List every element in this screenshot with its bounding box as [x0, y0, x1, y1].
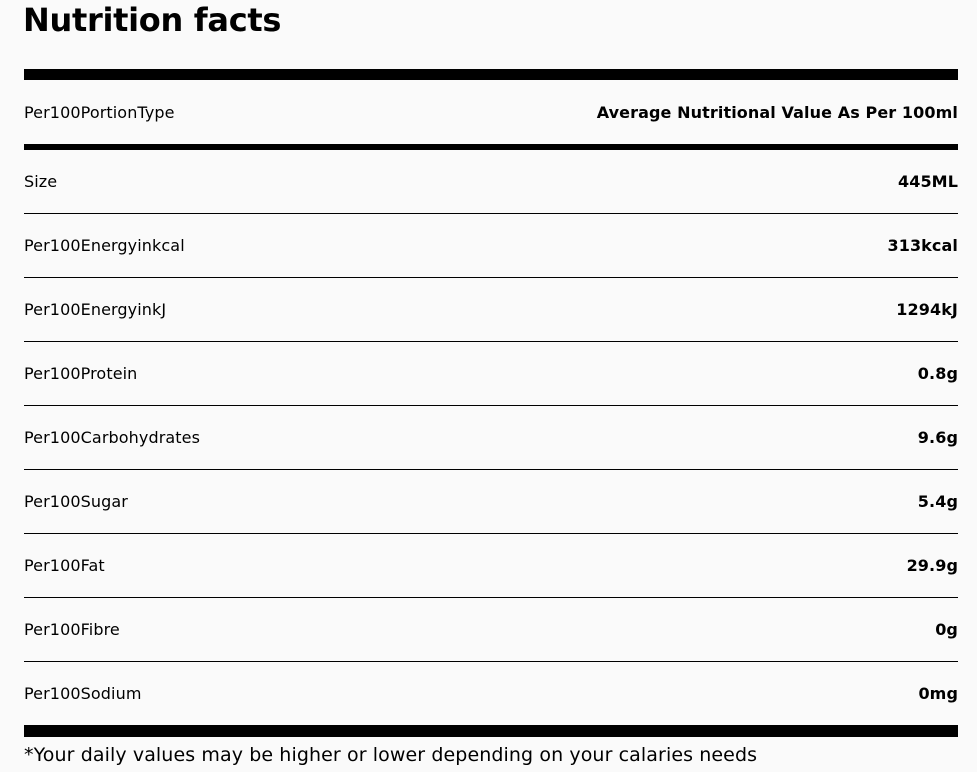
nutrient-label: Per100Fibre — [24, 620, 120, 639]
nutrient-label: Per100Energyinkcal — [24, 236, 185, 255]
nutrient-label: Per100Protein — [24, 364, 138, 383]
nutrition-table — [24, 69, 958, 767]
nutrient-value: 1294kJ — [896, 300, 958, 319]
nutrient-row-fibre — [24, 598, 958, 662]
nutrient-value: 5.4g — [917, 492, 958, 511]
nutrient-value: 0g — [935, 620, 958, 639]
daily-values-footnote: *Your daily values may be higher or lower depending on your calaries needs — [24, 744, 758, 766]
nutrient-value: 29.9g — [906, 556, 958, 575]
nutrient-row-energy-kcal — [24, 214, 958, 278]
nutrient-label: Per100Sodium — [24, 684, 142, 703]
nutrient-label: Size — [24, 172, 58, 191]
page-title: Nutrition facts — [23, 1, 282, 39]
bottom-divider — [24, 725, 958, 737]
portion-type-label: Per100PortionType — [24, 102, 175, 122]
nutrient-label: Per100Sugar — [24, 492, 128, 511]
nutrient-row-sugar — [24, 470, 958, 534]
nutrient-row-energy-kj — [24, 278, 958, 342]
portion-type-value: Average Nutritional Value As Per 100ml — [596, 102, 958, 122]
nutrient-label: Per100EnergyinkJ — [24, 300, 167, 319]
nutrient-row-carbohydrates — [24, 406, 958, 470]
nutrient-value: 0.8g — [917, 364, 958, 383]
nutrient-value: 445ML — [897, 172, 958, 191]
nutrient-row-size — [24, 150, 958, 214]
nutrient-label: Per100Carbohydrates — [24, 428, 201, 447]
nutrient-value: 0mg — [918, 684, 958, 703]
nutrient-value: 9.6g — [917, 428, 958, 447]
nutrient-row-fat — [24, 534, 958, 598]
nutrient-label: Per100Fat — [24, 556, 105, 575]
nutrient-row-sodium — [24, 662, 958, 725]
nutrient-value: 313kcal — [887, 236, 958, 255]
nutrient-row-protein — [24, 342, 958, 406]
top-divider — [24, 69, 958, 80]
portion-type-row — [24, 80, 958, 144]
